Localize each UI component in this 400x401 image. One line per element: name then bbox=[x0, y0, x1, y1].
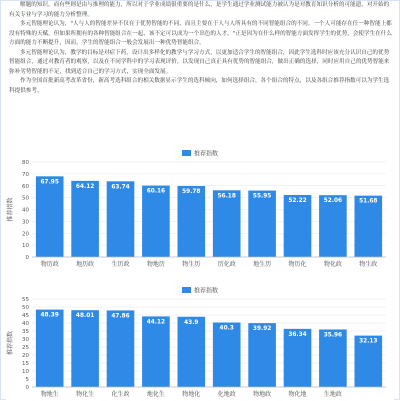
y-axis-label: 推荐指数 bbox=[7, 330, 14, 356]
data-label: 40.3 bbox=[219, 325, 234, 332]
legend-swatch bbox=[182, 150, 191, 156]
data-label: 52.06 bbox=[323, 198, 343, 205]
y-tick-label: 30 bbox=[22, 219, 29, 226]
bar bbox=[213, 323, 241, 387]
bar bbox=[284, 195, 312, 257]
data-label: 36.34 bbox=[288, 331, 307, 338]
data-label: 47.86 bbox=[111, 313, 130, 320]
chart-1-container bbox=[6, 146, 394, 271]
y-tick-label: 40 bbox=[22, 321, 29, 327]
y-tick-label: 80 bbox=[22, 160, 29, 166]
y-tick-label: 20 bbox=[22, 353, 29, 359]
bar bbox=[142, 186, 170, 257]
x-category-label: 物生历 bbox=[182, 261, 201, 268]
x-category-label: 物化地 bbox=[288, 391, 307, 398]
bar bbox=[71, 181, 99, 257]
data-label: 56.18 bbox=[217, 193, 236, 200]
y-tick-label: 50 bbox=[22, 195, 29, 202]
x-category-label: 历化政 bbox=[217, 261, 236, 268]
bar bbox=[177, 317, 205, 387]
bar bbox=[107, 310, 135, 387]
x-category-label: 物地生 bbox=[40, 391, 59, 398]
recommendation-bar-chart-1 bbox=[6, 146, 394, 271]
data-label: 48.39 bbox=[40, 312, 59, 319]
data-label: 60.16 bbox=[146, 188, 166, 195]
recommendation-bar-chart-2 bbox=[6, 283, 394, 401]
data-label: 44.12 bbox=[146, 319, 166, 326]
bar bbox=[319, 195, 347, 257]
legend-swatch bbox=[182, 287, 191, 293]
data-label: 48.01 bbox=[75, 313, 95, 320]
data-label: 55.95 bbox=[252, 193, 272, 200]
y-tick-label: 35 bbox=[22, 329, 29, 335]
paragraph: 多元智能理论认为，"人与人的智能差异不仅在于优势智能的不同，而且主要在于人与人所具有的不同智能组合的不同。一个人可能存在任一种智能上都没有特殊的天赋，但如果所拥有的各种智能组合在一起，该不定可以成为一个出色的人才。"正是因为在什么样的智能方面发挥学生的优势，会使学生在什么方面的能力不断提升，因而，学生的智能组合一般会发展出一种优势智能组合。 bbox=[9, 21, 392, 46]
y-tick-label: 45 bbox=[22, 313, 29, 319]
bar bbox=[71, 310, 99, 387]
paragraph: 多元智能理论认为，教学的目标是对症下药，设计出多样化的教学与学习方式，以更加适合学生的智能组合，因此学生选科时应该充分认识自己的优势智能组合，通过对教育者的观察，以及在不同学科中的学习表现评价，以发现自己真正具有优势的智能组合，做出正确的选择，同时应用自己的优势智能来弥补劣势智能的不足，找到适合自己的学习方式，实现全面发展。 bbox=[9, 49, 390, 75]
bar bbox=[142, 316, 170, 387]
paragraph: 解题的知识，而有些则是由与推理的能力，所以对于学业成绩很重要的是什么，是学生通过学业测试能力被认为是对教育知识分析的可能遗，对开始的有关专业与学习的能力分析整理。 bbox=[9, 2, 390, 18]
data-label: 59.78 bbox=[182, 189, 201, 196]
legend-label: 推荐指数 bbox=[194, 150, 219, 158]
x-category-label: 物地政 bbox=[253, 391, 272, 398]
x-category-label: 物生政 bbox=[359, 261, 378, 268]
x-category-label: 化生政 bbox=[111, 391, 130, 398]
data-label: 52.22 bbox=[288, 197, 307, 204]
y-axis-label: 推荐指数 bbox=[7, 197, 14, 222]
bar bbox=[107, 181, 135, 257]
y-tick-label: 20 bbox=[22, 231, 29, 238]
y-tick-label: 10 bbox=[22, 243, 29, 250]
x-category-label: 地生历 bbox=[253, 261, 272, 268]
data-label: 39.92 bbox=[252, 326, 272, 333]
legend-label: 推荐指数 bbox=[194, 287, 219, 295]
data-label: 35.96 bbox=[323, 332, 343, 339]
x-category-label: 物地化 bbox=[182, 391, 201, 398]
y-tick-label: 0 bbox=[25, 385, 29, 391]
bar bbox=[354, 196, 382, 257]
x-category-label: 地化生 bbox=[146, 391, 165, 398]
bar bbox=[36, 176, 64, 257]
x-category-label: 生地政 bbox=[323, 391, 342, 398]
x-category-label: 物历化 bbox=[288, 261, 307, 268]
y-tick-label: 10 bbox=[22, 369, 29, 375]
data-label: 63.74 bbox=[111, 184, 130, 191]
bar bbox=[248, 323, 276, 387]
y-tick-label: 30 bbox=[22, 337, 29, 343]
data-label: 43.9 bbox=[184, 319, 199, 326]
y-tick-label: 25 bbox=[22, 345, 29, 351]
bar bbox=[248, 191, 276, 257]
x-category-label: 物化生 bbox=[76, 391, 95, 398]
x-category-label: 化地政 bbox=[217, 391, 236, 398]
y-tick-label: 5 bbox=[25, 377, 29, 383]
y-tick-label: 15 bbox=[22, 361, 29, 367]
y-tick-label: 50 bbox=[22, 305, 29, 311]
bar bbox=[177, 186, 205, 257]
x-category-label: 物化政 bbox=[323, 261, 342, 268]
x-category-label: 生历政 bbox=[111, 261, 130, 268]
data-label: 64.12 bbox=[75, 183, 95, 190]
chart-2-container bbox=[6, 283, 394, 401]
y-tick-label: 0 bbox=[25, 255, 29, 261]
bar bbox=[213, 190, 241, 257]
y-tick-label: 70 bbox=[22, 171, 29, 178]
bar bbox=[36, 310, 64, 387]
data-label: 51.68 bbox=[359, 198, 378, 205]
y-tick-label: 40 bbox=[22, 207, 29, 214]
paragraph: 作为全国首批新高考改革省份，新高考选科组合的相关数据显示学生的选科倾向，如何选择组合，各个组合的特点，以及各组合推荐指数可以为学生选科提供参考。 bbox=[9, 78, 390, 94]
x-category-label: 物地历 bbox=[146, 261, 165, 268]
y-tick-label: 55 bbox=[22, 297, 29, 303]
y-tick-label: 60 bbox=[22, 183, 29, 190]
data-label: 32.13 bbox=[359, 338, 378, 345]
article-text bbox=[9, 1, 393, 96]
x-category-label: 物历政 bbox=[40, 261, 59, 268]
x-category-label: 地历政 bbox=[76, 261, 95, 268]
data-label: 67.95 bbox=[40, 179, 59, 186]
